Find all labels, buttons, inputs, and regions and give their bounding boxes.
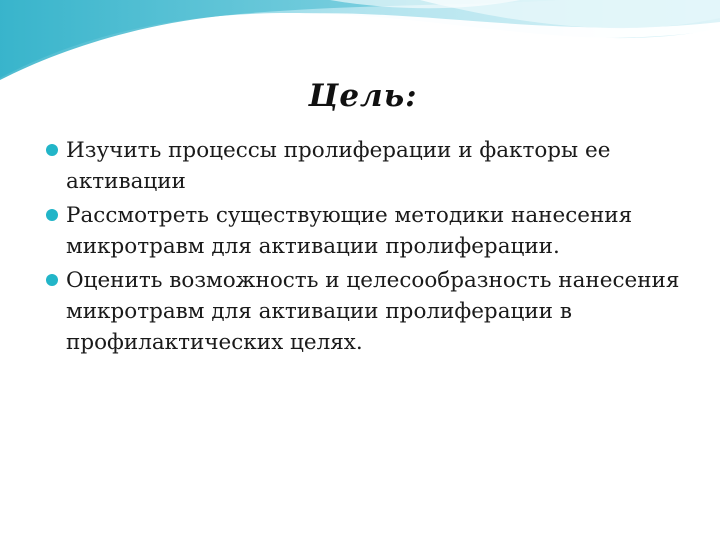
bullet-text: Изучить процессы пролиферации и факторы ее активации bbox=[66, 138, 611, 194]
bullet-item bbox=[44, 200, 704, 262]
bullet-item bbox=[44, 265, 704, 358]
bullet-item bbox=[44, 135, 704, 197]
bullet-dot-icon bbox=[46, 144, 58, 156]
bullet-dot-icon bbox=[46, 209, 58, 221]
bullet-list bbox=[44, 135, 704, 361]
bullet-text: Рассмотреть существующие методики нанесения микротравм для активации пролиферации. bbox=[66, 203, 633, 259]
bullet-text: Оценить возможность и целесообразность нанесения микротравм для активации пролиферации в профилактических целях. bbox=[66, 268, 680, 355]
slide-title: Цель: bbox=[308, 78, 418, 114]
bullet-dot-icon bbox=[46, 274, 58, 286]
